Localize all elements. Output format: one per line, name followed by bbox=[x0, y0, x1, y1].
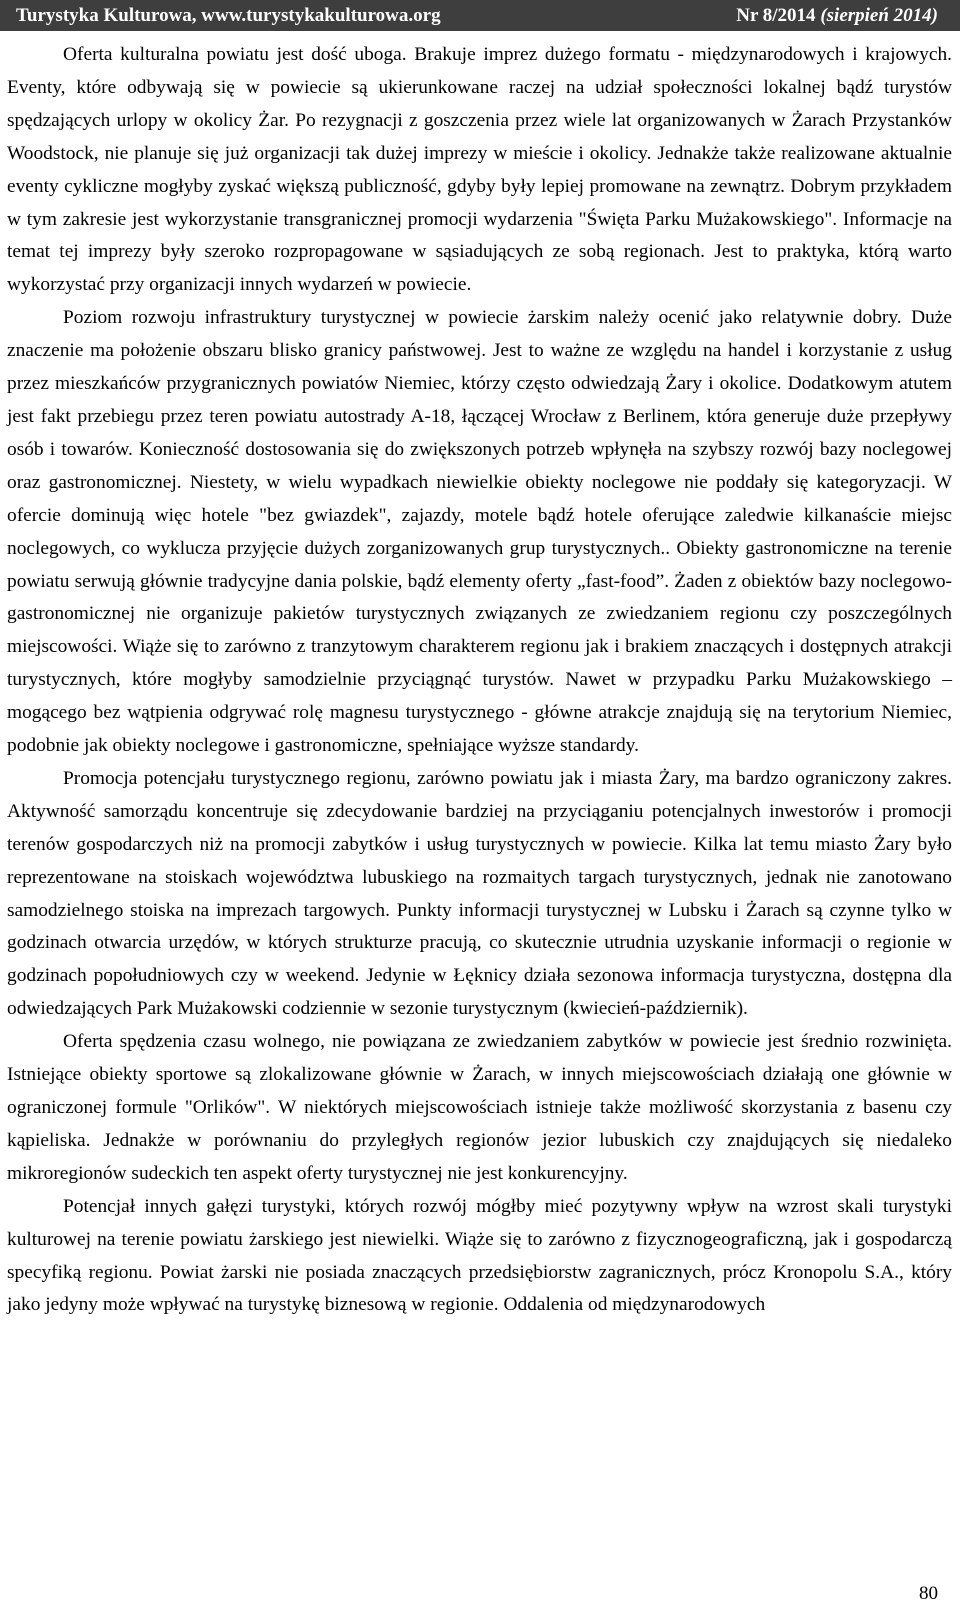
issue-date: (sierpień 2014) bbox=[820, 4, 938, 26]
journal-title: Turystyka Kulturowa, www.turystykakulturowa.org bbox=[16, 4, 441, 26]
paragraph-promotion: Promocja potencjału turystycznego regionu, zarówno powiatu jak i miasta Żary, ma bardzo ograniczony zakres. Aktywność samorządu koncentruje się zdecydowanie bardziej na przyciąganiu potencjalnych inwestorów i promocji terenów gospodarczych niż na promocji zabytków i usług turystycznych w powiecie. Kilka lat temu miasto Żary było reprezentowane na stoiskach województwa lubuskiego na rozmaitych targach turystycznych, jednak nie zanotowano samodzielnego stoiska na imprezach targowych. Punkty informacji turystycznej w Lubsku i Żarach są czynne tylko w godzinach otwarcia urzędów, w których strukturze pracują, co skutecznie utrudnia uzyskanie informacji o regionie w godzinach popołudniowych czy w weekend. Jedynie w Łęknicy działa sezonowa informacja turystyczna, dostępna dla odwiedzających Park Mużakowski codziennie w sezonie turystycznym (kwiecień-październik). bbox=[7, 767, 952, 1020]
article-body bbox=[7, 39, 952, 1322]
issue-number: Nr 8/2014 bbox=[736, 4, 816, 26]
paragraph-leisure-offer: Oferta spędzenia czasu wolnego, nie powiązana ze zwiedzaniem zabytków w powiecie jest średnio rozwinięta. Istniejące obiekty sportowe są zlokalizowane głównie w Żarach, w innych miejscowościach działają one głównie w ograniczonej formule "Orlików". W niektórych miejscowościach istnieje także możliwość skorzystania z basenu czy kąpieliska. Jednakże w porównaniu do przyległych regionów jezior lubuskich czy znajdujących się niedaleko mikroregionów sudeckich ten aspekt oferty turystycznej nie jest konkurencyjny. bbox=[7, 1031, 952, 1184]
running-header bbox=[0, 0, 960, 31]
paragraph-infrastructure: Poziom rozwoju infrastruktury turystycznej w powiecie żarskim należy ocenić jako relatywnie dobry. Duże znaczenie ma położenie obszaru blisko granicy państwowej. Jest to ważne ze względu na handel i korzystanie z usług przez mieszkańców przygranicznych powiatów Niemiec, którzy często odwiedzają Żary i okolice. Dodatkowym atutem jest fakt przebiegu przez teren powiatu autostrady A-18, łączącej Wrocław z Berlinem, która generuje duże przepływy osób i towarów. Konieczność dostosowania się do zwiększonych potrzeb wpłynęła na szybszy rozwój bazy noclegowej oraz gastronomicznej. Niestety, w wielu wypadkach niewielkie obiekty noclegowe nie poddały się kategoryzacji. W ofercie dominują więc hotele "bez gwiazdek", zajazdy, motele bądź hotele oferujące zaledwie kilkanaście miejsc noclegowych, co wyklucza przyjęcie dużych zorganizowanych grup turystycznych.. Obiekty gastronomiczne na terenie powiatu serwują głównie tradycyjne dania polskie, bądź elementy oferty „fast-food”. Żaden z obiektów bazy noclegowo-gastronomicznej nie organizuje pakietów turystycznych związanych ze zwiedzaniem regionu czy poszczególnych miejscowości. Wiąże się to zarówno z tranzytowym charakterem regionu jak i brakiem znaczących i dostępnych atrakcji turystycznych, które mogłyby samodzielnie przyciągnąć turystów. Nawet w przypadku Parku Mużakowskiego – mogącego bez wątpienia odgrywać rolę magnesu turystycznego - główne atrakcje znajdują się na terytorium Niemiec, podobnie jak obiekty noclegowe i gastronomiczne, spełniające wyższe standardy. bbox=[7, 307, 952, 757]
paragraph-cultural-offer: Oferta kulturalna powiatu jest dość uboga. Brakuje imprez dużego formatu - międzynarodowych i krajowych. Eventy, które odbywają się w powiecie są ukierunkowane raczej na udział społeczności lokalnej bądź turystów spędzających urlopy w okolicy Żar. Po rezygnacji z goszczenia przez wiele lat organizowanych w Żarach Przystanków Woodstock, nie planuje się już organizacji tak dużej imprezy w mieście i okolicy. Jednakże także realizowane aktualnie eventy cykliczne mogłyby zyskać większą publiczność, gdyby były lepiej promowane na zewnątrz. Dobrym przykładem w tym zakresie jest wykorzystanie transgranicznej promocji wydarzenia "Święta Parku Mużakowskiego". Informacje na temat tej imprezy były szeroko rozpropagowane w sąsiadujących ze sobą regionach. Jest to praktyka, którą warto wykorzystać przy organizacji innych wydarzeń w powiecie. bbox=[7, 44, 952, 296]
page-number: 80 bbox=[919, 1583, 938, 1604]
paragraph-other-tourism: Potencjał innych gałęzi turystyki, których rozwój mógłby mieć pozytywny wpływ na wzrost skali turystyki kulturowej na terenie powiatu żarskiego jest niewielki. Wiąże się to zarówno z fizycznogeograficzną, jak i gospodarczą specyfiką regionu. Powiat żarski nie posiada znaczących przedsiębiorstw zagranicznych, prócz Kronopolu S.A., który jako jedyny może wpływać na turystykę biznesową w regionie. Oddalenia od międzynarodowych bbox=[7, 1195, 952, 1316]
issue-info bbox=[736, 5, 938, 27]
